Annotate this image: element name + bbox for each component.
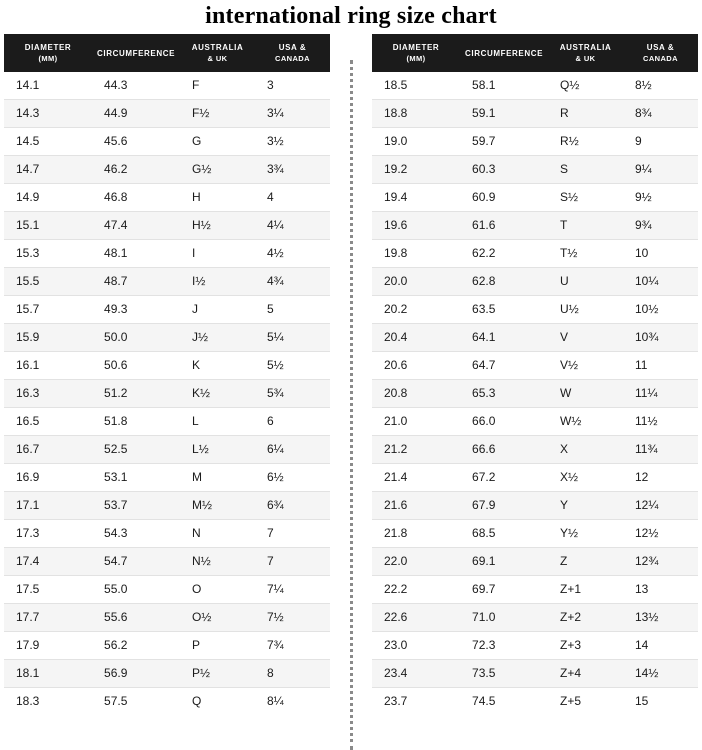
cell-circumference: 62.2: [460, 240, 548, 268]
table-row: [4, 688, 330, 716]
cell-circumference: 51.2: [92, 380, 180, 408]
cell-usa-canada: 7: [255, 520, 330, 548]
cell-australia-uk: P½: [180, 660, 255, 688]
cell-australia-uk: G: [180, 128, 255, 156]
cell-australia-uk: T: [548, 212, 623, 240]
column-header-australia-sub: & UK: [575, 54, 596, 63]
cell-circumference: 57.5: [92, 688, 180, 716]
cell-circumference: 64.7: [460, 352, 548, 380]
cell-diameter: 21.0: [372, 408, 460, 436]
cell-australia-uk: Y½: [548, 520, 623, 548]
cell-usa-canada: 10: [623, 240, 698, 268]
cell-usa-canada: 11½: [623, 408, 698, 436]
cell-usa-canada: 9¾: [623, 212, 698, 240]
cell-diameter: 19.6: [372, 212, 460, 240]
cell-diameter: 21.8: [372, 520, 460, 548]
column-header-diameter-label: DIAMETER: [24, 43, 72, 52]
cell-diameter: 22.6: [372, 604, 460, 632]
cell-usa-canada: 14½: [623, 660, 698, 688]
column-header-usa-canada: [623, 34, 698, 72]
cell-diameter: 22.0: [372, 548, 460, 576]
table-row: [372, 128, 698, 156]
cell-diameter: 23.7: [372, 688, 460, 716]
cell-australia-uk: T½: [548, 240, 623, 268]
cell-australia-uk: H½: [180, 212, 255, 240]
column-header-circumference-label: CIRCUMFERENCE: [465, 48, 544, 58]
cell-diameter: 17.5: [4, 576, 92, 604]
cell-usa-canada: 10¾: [623, 324, 698, 352]
cell-circumference: 74.5: [460, 688, 548, 716]
cell-usa-canada: 13½: [623, 604, 698, 632]
cell-diameter: 16.5: [4, 408, 92, 436]
cell-usa-canada: 9½: [623, 184, 698, 212]
table-row: [4, 156, 330, 184]
cell-diameter: 18.1: [4, 660, 92, 688]
cell-usa-canada: 5¼: [255, 324, 330, 352]
table-row: [4, 184, 330, 212]
cell-circumference: 55.6: [92, 604, 180, 632]
cell-diameter: 17.7: [4, 604, 92, 632]
cell-australia-uk: W: [548, 380, 623, 408]
table-row: [372, 100, 698, 128]
cell-usa-canada: 8½: [623, 72, 698, 100]
cell-usa-canada: 8: [255, 660, 330, 688]
table-row: [4, 72, 330, 100]
cell-australia-uk: R½: [548, 128, 623, 156]
cell-australia-uk: R: [548, 100, 623, 128]
cell-diameter: 14.7: [4, 156, 92, 184]
cell-circumference: 44.3: [92, 72, 180, 100]
cell-australia-uk: Q: [180, 688, 255, 716]
column-header-circumference: [92, 34, 180, 72]
table-row: [372, 156, 698, 184]
cell-usa-canada: 9¼: [623, 156, 698, 184]
table-header-row: [372, 34, 698, 72]
cell-usa-canada: 6¾: [255, 492, 330, 520]
table-body-right: [372, 72, 698, 715]
cell-australia-uk: P: [180, 632, 255, 660]
cell-usa-canada: 12¾: [623, 548, 698, 576]
cell-circumference: 60.9: [460, 184, 548, 212]
cell-usa-canada: 13: [623, 576, 698, 604]
cell-diameter: 23.4: [372, 660, 460, 688]
cell-circumference: 68.5: [460, 520, 548, 548]
table-row: [4, 352, 330, 380]
column-header-circumference-label: CIRCUMFERENCE: [97, 48, 176, 58]
cell-diameter: 21.4: [372, 464, 460, 492]
cell-usa-canada: 8¾: [623, 100, 698, 128]
cell-australia-uk: M: [180, 464, 255, 492]
cell-circumference: 52.5: [92, 436, 180, 464]
cell-australia-uk: K½: [180, 380, 255, 408]
cell-diameter: 20.2: [372, 296, 460, 324]
cell-circumference: 50.6: [92, 352, 180, 380]
cell-australia-uk: S½: [548, 184, 623, 212]
table-row: [372, 436, 698, 464]
cell-usa-canada: 12: [623, 464, 698, 492]
table-row: [4, 492, 330, 520]
vertical-dotted-divider: [346, 34, 356, 750]
tables-container: [0, 34, 702, 750]
column-header-australia-uk: [548, 34, 623, 72]
cell-usa-canada: 9: [623, 128, 698, 156]
cell-circumference: 63.5: [460, 296, 548, 324]
cell-circumference: 48.7: [92, 268, 180, 296]
table-row: [372, 184, 698, 212]
cell-usa-canada: 6: [255, 408, 330, 436]
table-row: [4, 324, 330, 352]
cell-usa-canada: 8¼: [255, 688, 330, 716]
table-row: [4, 520, 330, 548]
table-row: [4, 604, 330, 632]
cell-usa-canada: 4¾: [255, 268, 330, 296]
cell-diameter: 17.9: [4, 632, 92, 660]
cell-usa-canada: 4¼: [255, 212, 330, 240]
cell-diameter: 20.0: [372, 268, 460, 296]
table-row: [4, 268, 330, 296]
right-table-wrapper: [372, 34, 698, 715]
table-row: [4, 632, 330, 660]
cell-diameter: 20.4: [372, 324, 460, 352]
cell-diameter: 21.6: [372, 492, 460, 520]
cell-australia-uk: Z+3: [548, 632, 623, 660]
cell-circumference: 64.1: [460, 324, 548, 352]
table-row: [372, 240, 698, 268]
cell-australia-uk: K: [180, 352, 255, 380]
cell-australia-uk: J½: [180, 324, 255, 352]
cell-circumference: 53.7: [92, 492, 180, 520]
cell-circumference: 61.6: [460, 212, 548, 240]
cell-australia-uk: I½: [180, 268, 255, 296]
table-row: [4, 212, 330, 240]
table-row: [4, 548, 330, 576]
divider-line: [350, 60, 353, 750]
cell-diameter: 18.5: [372, 72, 460, 100]
cell-usa-canada: 10¼: [623, 268, 698, 296]
column-header-diameter: [4, 34, 92, 72]
column-header-usa-label: USA &: [278, 43, 307, 52]
table-row: [372, 688, 698, 716]
table-row: [372, 604, 698, 632]
table-row: [372, 268, 698, 296]
cell-usa-canada: 12¼: [623, 492, 698, 520]
table-header-right: [372, 34, 698, 72]
column-header-australia-label: AUSTRALIA: [559, 43, 612, 52]
cell-circumference: 48.1: [92, 240, 180, 268]
cell-usa-canada: 3½: [255, 128, 330, 156]
cell-usa-canada: 6½: [255, 464, 330, 492]
column-header-usa-canada: [255, 34, 330, 72]
cell-usa-canada: 7¾: [255, 632, 330, 660]
cell-australia-uk: X½: [548, 464, 623, 492]
cell-circumference: 59.1: [460, 100, 548, 128]
cell-circumference: 59.7: [460, 128, 548, 156]
cell-usa-canada: 4: [255, 184, 330, 212]
column-header-diameter-sub: (MM): [406, 54, 426, 63]
table-row: [4, 240, 330, 268]
cell-diameter: 16.3: [4, 380, 92, 408]
cell-australia-uk: G½: [180, 156, 255, 184]
cell-australia-uk: I: [180, 240, 255, 268]
cell-australia-uk: U½: [548, 296, 623, 324]
cell-australia-uk: O½: [180, 604, 255, 632]
cell-australia-uk: X: [548, 436, 623, 464]
table-row: [372, 72, 698, 100]
cell-circumference: 46.2: [92, 156, 180, 184]
cell-diameter: 23.0: [372, 632, 460, 660]
cell-australia-uk: L½: [180, 436, 255, 464]
table-header-row: [4, 34, 330, 72]
cell-circumference: 51.8: [92, 408, 180, 436]
cell-diameter: 15.7: [4, 296, 92, 324]
cell-circumference: 60.3: [460, 156, 548, 184]
cell-australia-uk: Z: [548, 548, 623, 576]
cell-usa-canada: 15: [623, 688, 698, 716]
cell-usa-canada: 3¼: [255, 100, 330, 128]
table-row: [4, 436, 330, 464]
cell-australia-uk: F½: [180, 100, 255, 128]
cell-usa-canada: 11¾: [623, 436, 698, 464]
table-row: [372, 660, 698, 688]
table-row: [4, 380, 330, 408]
cell-diameter: 18.8: [372, 100, 460, 128]
cell-usa-canada: 7½: [255, 604, 330, 632]
table-row: [372, 352, 698, 380]
left-table-wrapper: [4, 34, 330, 715]
table-row: [372, 548, 698, 576]
cell-circumference: 67.9: [460, 492, 548, 520]
column-header-circumference: [460, 34, 548, 72]
table-row: [372, 324, 698, 352]
cell-circumference: 49.3: [92, 296, 180, 324]
cell-australia-uk: M½: [180, 492, 255, 520]
table-row: [4, 128, 330, 156]
table-row: [372, 520, 698, 548]
table-row: [372, 212, 698, 240]
cell-diameter: 16.1: [4, 352, 92, 380]
ring-size-table-left: [4, 34, 330, 715]
cell-diameter: 15.5: [4, 268, 92, 296]
table-row: [372, 632, 698, 660]
cell-usa-canada: 3: [255, 72, 330, 100]
cell-australia-uk: Z+2: [548, 604, 623, 632]
cell-australia-uk: O: [180, 576, 255, 604]
page-title: international ring size chart: [205, 3, 497, 29]
cell-usa-canada: 11: [623, 352, 698, 380]
table-row: [4, 408, 330, 436]
cell-circumference: 66.0: [460, 408, 548, 436]
table-row: [372, 492, 698, 520]
cell-usa-canada: 7¼: [255, 576, 330, 604]
cell-circumference: 46.8: [92, 184, 180, 212]
cell-diameter: 14.5: [4, 128, 92, 156]
cell-australia-uk: V½: [548, 352, 623, 380]
cell-circumference: 44.9: [92, 100, 180, 128]
column-header-diameter-sub: (MM): [38, 54, 58, 63]
cell-australia-uk: Y: [548, 492, 623, 520]
cell-circumference: 58.1: [460, 72, 548, 100]
cell-circumference: 66.6: [460, 436, 548, 464]
cell-circumference: 56.2: [92, 632, 180, 660]
cell-australia-uk: Z+4: [548, 660, 623, 688]
cell-circumference: 56.9: [92, 660, 180, 688]
column-header-australia-label: AUSTRALIA: [191, 43, 244, 52]
cell-australia-uk: S: [548, 156, 623, 184]
cell-circumference: 71.0: [460, 604, 548, 632]
table-row: [4, 464, 330, 492]
cell-usa-canada: 3¾: [255, 156, 330, 184]
table-row: [372, 296, 698, 324]
cell-diameter: 19.4: [372, 184, 460, 212]
cell-diameter: 15.9: [4, 324, 92, 352]
cell-australia-uk: N½: [180, 548, 255, 576]
cell-circumference: 50.0: [92, 324, 180, 352]
cell-usa-canada: 10½: [623, 296, 698, 324]
cell-circumference: 69.7: [460, 576, 548, 604]
cell-circumference: 47.4: [92, 212, 180, 240]
cell-circumference: 55.0: [92, 576, 180, 604]
cell-usa-canada: 7: [255, 548, 330, 576]
cell-australia-uk: L: [180, 408, 255, 436]
cell-circumference: 73.5: [460, 660, 548, 688]
cell-australia-uk: W½: [548, 408, 623, 436]
table-row: [372, 576, 698, 604]
cell-usa-canada: 5: [255, 296, 330, 324]
cell-usa-canada: 14: [623, 632, 698, 660]
cell-circumference: 54.7: [92, 548, 180, 576]
cell-diameter: 14.3: [4, 100, 92, 128]
cell-circumference: 72.3: [460, 632, 548, 660]
cell-circumference: 54.3: [92, 520, 180, 548]
cell-circumference: 45.6: [92, 128, 180, 156]
cell-diameter: 18.3: [4, 688, 92, 716]
table-row: [4, 296, 330, 324]
column-header-usa-label: USA &: [646, 43, 675, 52]
cell-usa-canada: 6¼: [255, 436, 330, 464]
cell-australia-uk: N: [180, 520, 255, 548]
cell-usa-canada: 5¾: [255, 380, 330, 408]
column-header-diameter: [372, 34, 460, 72]
cell-diameter: 17.3: [4, 520, 92, 548]
cell-circumference: 62.8: [460, 268, 548, 296]
cell-usa-canada: 5½: [255, 352, 330, 380]
cell-australia-uk: J: [180, 296, 255, 324]
cell-australia-uk: H: [180, 184, 255, 212]
cell-diameter: 20.6: [372, 352, 460, 380]
cell-diameter: 21.2: [372, 436, 460, 464]
cell-diameter: 19.8: [372, 240, 460, 268]
cell-diameter: 16.7: [4, 436, 92, 464]
column-header-australia-sub: & UK: [207, 54, 228, 63]
column-header-australia-uk: [180, 34, 255, 72]
cell-diameter: 15.3: [4, 240, 92, 268]
cell-diameter: 15.1: [4, 212, 92, 240]
cell-circumference: 69.1: [460, 548, 548, 576]
cell-circumference: 67.2: [460, 464, 548, 492]
cell-diameter: 17.1: [4, 492, 92, 520]
table-row: [372, 408, 698, 436]
cell-diameter: 17.4: [4, 548, 92, 576]
cell-diameter: 22.2: [372, 576, 460, 604]
cell-usa-canada: 12½: [623, 520, 698, 548]
cell-australia-uk: Z+1: [548, 576, 623, 604]
column-header-usa-sub: CANADA: [643, 54, 678, 63]
cell-diameter: 14.1: [4, 72, 92, 100]
column-header-usa-sub: CANADA: [275, 54, 310, 63]
cell-diameter: 20.8: [372, 380, 460, 408]
column-header-diameter-label: DIAMETER: [392, 43, 440, 52]
table-row: [372, 464, 698, 492]
table-row: [372, 380, 698, 408]
cell-diameter: 16.9: [4, 464, 92, 492]
table-row: [4, 100, 330, 128]
table-row: [4, 660, 330, 688]
cell-diameter: 19.2: [372, 156, 460, 184]
cell-usa-canada: 4½: [255, 240, 330, 268]
cell-australia-uk: Q½: [548, 72, 623, 100]
cell-usa-canada: 11¼: [623, 380, 698, 408]
table-header-left: [4, 34, 330, 72]
cell-australia-uk: U: [548, 268, 623, 296]
cell-diameter: 14.9: [4, 184, 92, 212]
cell-australia-uk: V: [548, 324, 623, 352]
cell-circumference: 65.3: [460, 380, 548, 408]
ring-size-table-right: [372, 34, 698, 715]
table-row: [4, 576, 330, 604]
table-body-left: [4, 72, 330, 715]
cell-circumference: 53.1: [92, 464, 180, 492]
cell-australia-uk: Z+5: [548, 688, 623, 716]
cell-diameter: 19.0: [372, 128, 460, 156]
cell-australia-uk: F: [180, 72, 255, 100]
